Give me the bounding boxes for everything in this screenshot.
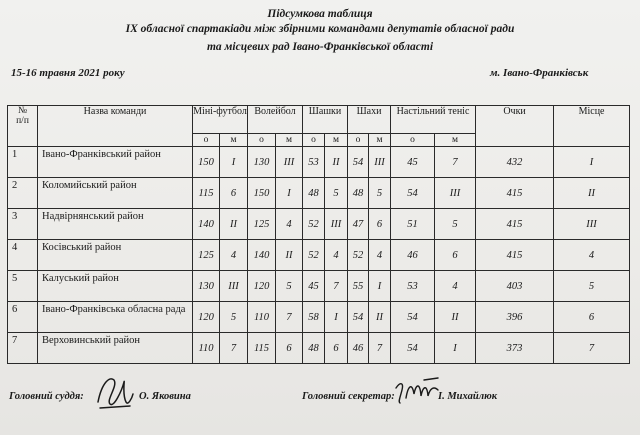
cell-volleyball-points: 150 bbox=[248, 178, 276, 209]
table-row bbox=[8, 240, 630, 271]
cell-volleyball-place: II bbox=[276, 240, 303, 271]
cell-chess-place: I bbox=[369, 271, 391, 302]
subheader-m: м bbox=[369, 134, 391, 147]
cell-football-place: III bbox=[220, 271, 248, 302]
cell-num: 4 bbox=[8, 240, 38, 271]
cell-final-place: 7 bbox=[554, 333, 630, 364]
cell-chess-points: 54 bbox=[348, 147, 369, 178]
cell-football-points: 115 bbox=[193, 178, 220, 209]
subheader-m: м bbox=[220, 134, 248, 147]
secretary-signature bbox=[394, 376, 440, 406]
table-row bbox=[8, 147, 630, 178]
subheader-o: о bbox=[348, 134, 369, 147]
cell-total-points: 415 bbox=[476, 240, 554, 271]
cell-tennis-points: 54 bbox=[391, 333, 435, 364]
cell-tennis-place: II bbox=[435, 302, 476, 333]
cell-football-points: 150 bbox=[193, 147, 220, 178]
cell-volleyball-points: 110 bbox=[248, 302, 276, 333]
cell-chess-place: III bbox=[369, 147, 391, 178]
judge-name: О. Яковина bbox=[139, 391, 191, 402]
cell-tennis-points: 51 bbox=[391, 209, 435, 240]
cell-chess-place: 7 bbox=[369, 333, 391, 364]
subheader-m: м bbox=[325, 134, 348, 147]
results-table bbox=[7, 105, 630, 364]
header-place: Місце bbox=[554, 106, 630, 147]
cell-tennis-place: 6 bbox=[435, 240, 476, 271]
cell-num: 5 bbox=[8, 271, 38, 302]
cell-draughts-place: II bbox=[325, 147, 348, 178]
event-city: м. Івано-Франківськ bbox=[490, 67, 589, 79]
header-volleyball: Волейбол bbox=[248, 106, 303, 134]
cell-chess-place: 5 bbox=[369, 178, 391, 209]
document-subtitle-region: та місцевих рад Івано-Франківської області bbox=[206, 41, 434, 53]
subheader-m: м bbox=[276, 134, 303, 147]
cell-chess-points: 54 bbox=[348, 302, 369, 333]
secretary-name: І. Михайлюк bbox=[438, 391, 498, 402]
cell-chess-points: 55 bbox=[348, 271, 369, 302]
cell-volleyball-place: I bbox=[276, 178, 303, 209]
cell-num: 6 bbox=[8, 302, 38, 333]
cell-tennis-place: 4 bbox=[435, 271, 476, 302]
cell-tennis-points: 54 bbox=[391, 178, 435, 209]
cell-draughts-place: III bbox=[325, 209, 348, 240]
document-title: Підсумкова таблиця bbox=[267, 8, 373, 20]
cell-num: 1 bbox=[8, 147, 38, 178]
cell-volleyball-points: 115 bbox=[248, 333, 276, 364]
cell-draughts-place: 6 bbox=[325, 333, 348, 364]
cell-football-points: 125 bbox=[193, 240, 220, 271]
cell-draughts-place: 7 bbox=[325, 271, 348, 302]
cell-total-points: 373 bbox=[476, 333, 554, 364]
cell-chess-points: 52 bbox=[348, 240, 369, 271]
table-row bbox=[8, 333, 630, 364]
cell-draughts-points: 53 bbox=[303, 147, 325, 178]
cell-football-points: 140 bbox=[193, 209, 220, 240]
header-num: № п/п bbox=[8, 106, 38, 147]
table-row bbox=[8, 302, 630, 333]
cell-draughts-points: 45 bbox=[303, 271, 325, 302]
cell-chess-place: 4 bbox=[369, 240, 391, 271]
cell-football-place: 7 bbox=[220, 333, 248, 364]
cell-volleyball-place: III bbox=[276, 147, 303, 178]
cell-team: Калуський район bbox=[38, 271, 193, 302]
document-subtitle: IX обласної спартакіади між збірними командами депутатів обласної ради bbox=[125, 23, 515, 35]
table-row bbox=[8, 209, 630, 240]
cell-volleyball-points: 125 bbox=[248, 209, 276, 240]
judge-label: Головний суддя: bbox=[9, 391, 84, 402]
cell-volleyball-points: 140 bbox=[248, 240, 276, 271]
cell-final-place: 4 bbox=[554, 240, 630, 271]
header-team: Назва команди bbox=[38, 106, 193, 147]
cell-final-place: 5 bbox=[554, 271, 630, 302]
cell-tennis-place: III bbox=[435, 178, 476, 209]
cell-total-points: 415 bbox=[476, 178, 554, 209]
cell-volleyball-place: 4 bbox=[276, 209, 303, 240]
cell-num: 7 bbox=[8, 333, 38, 364]
table-header-row bbox=[8, 106, 630, 134]
cell-tennis-points: 46 bbox=[391, 240, 435, 271]
subheader-o: о bbox=[391, 134, 435, 147]
header-football: Міні-футбол bbox=[193, 106, 248, 134]
cell-tennis-place: I bbox=[435, 333, 476, 364]
cell-volleyball-place: 6 bbox=[276, 333, 303, 364]
cell-football-place: 4 bbox=[220, 240, 248, 271]
cell-football-place: 5 bbox=[220, 302, 248, 333]
cell-team: Івано-Франківська обласна рада bbox=[38, 302, 193, 333]
cell-num: 2 bbox=[8, 178, 38, 209]
cell-draughts-points: 48 bbox=[303, 333, 325, 364]
cell-draughts-place: 4 bbox=[325, 240, 348, 271]
header-chess: Шахи bbox=[348, 106, 391, 134]
cell-football-points: 130 bbox=[193, 271, 220, 302]
cell-team: Косівський район bbox=[38, 240, 193, 271]
cell-football-place: I bbox=[220, 147, 248, 178]
cell-team: Верховинський район bbox=[38, 333, 193, 364]
cell-final-place: II bbox=[554, 178, 630, 209]
event-date: 15-16 травня 2021 року bbox=[11, 67, 125, 79]
cell-final-place: 6 bbox=[554, 302, 630, 333]
cell-chess-points: 47 bbox=[348, 209, 369, 240]
cell-football-points: 120 bbox=[193, 302, 220, 333]
cell-volleyball-points: 120 bbox=[248, 271, 276, 302]
cell-total-points: 403 bbox=[476, 271, 554, 302]
header-tennis: Настільний теніс bbox=[391, 106, 476, 134]
cell-draughts-points: 48 bbox=[303, 178, 325, 209]
cell-team: Надвірнянський район bbox=[38, 209, 193, 240]
cell-chess-points: 48 bbox=[348, 178, 369, 209]
cell-total-points: 396 bbox=[476, 302, 554, 333]
cell-volleyball-place: 5 bbox=[276, 271, 303, 302]
cell-chess-points: 46 bbox=[348, 333, 369, 364]
cell-draughts-place: 5 bbox=[325, 178, 348, 209]
cell-final-place: III bbox=[554, 209, 630, 240]
secretary-label: Головний секретар: bbox=[302, 391, 395, 402]
cell-team: Івано-Франківський район bbox=[38, 147, 193, 178]
subheader-o: о bbox=[303, 134, 325, 147]
cell-draughts-place: I bbox=[325, 302, 348, 333]
subheader-o: о bbox=[193, 134, 220, 147]
subheader-m: м bbox=[435, 134, 476, 147]
cell-team: Коломийський район bbox=[38, 178, 193, 209]
cell-total-points: 432 bbox=[476, 147, 554, 178]
cell-volleyball-points: 130 bbox=[248, 147, 276, 178]
cell-tennis-place: 5 bbox=[435, 209, 476, 240]
cell-football-place: II bbox=[220, 209, 248, 240]
cell-draughts-points: 52 bbox=[303, 209, 325, 240]
table-row bbox=[8, 271, 630, 302]
cell-draughts-points: 52 bbox=[303, 240, 325, 271]
header-draughts: Шашки bbox=[303, 106, 348, 134]
cell-chess-place: 6 bbox=[369, 209, 391, 240]
judge-signature bbox=[92, 372, 136, 414]
cell-tennis-points: 54 bbox=[391, 302, 435, 333]
cell-football-points: 110 bbox=[193, 333, 220, 364]
table-row bbox=[8, 178, 630, 209]
cell-tennis-points: 53 bbox=[391, 271, 435, 302]
cell-football-place: 6 bbox=[220, 178, 248, 209]
cell-final-place: I bbox=[554, 147, 630, 178]
cell-draughts-points: 58 bbox=[303, 302, 325, 333]
cell-tennis-place: 7 bbox=[435, 147, 476, 178]
cell-volleyball-place: 7 bbox=[276, 302, 303, 333]
cell-tennis-points: 45 bbox=[391, 147, 435, 178]
cell-num: 3 bbox=[8, 209, 38, 240]
subheader-o: о bbox=[248, 134, 276, 147]
header-points: Очки bbox=[476, 106, 554, 147]
cell-chess-place: II bbox=[369, 302, 391, 333]
cell-total-points: 415 bbox=[476, 209, 554, 240]
